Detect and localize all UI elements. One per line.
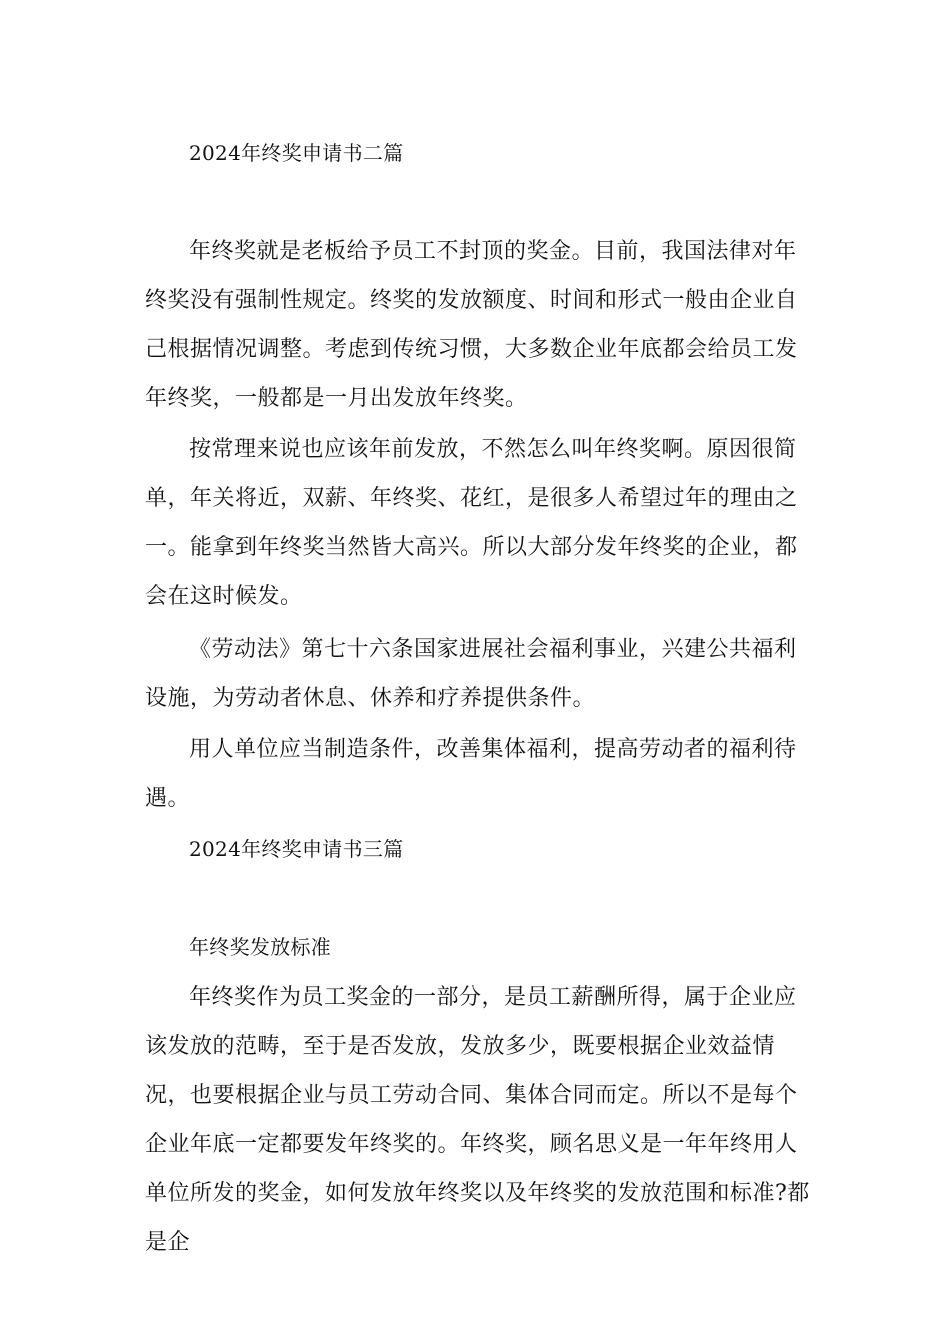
section-heading-two: 2024年终奖申请书二篇 — [189, 141, 404, 165]
paragraph-labor-law: 《劳动法》第七十六条国家进展社会福利事业，兴建公共福利设施，为劳动者休息、休养和疗养提供条件。 — [145, 637, 797, 711]
paragraph-timing-reason: 按常理来说也应该年前发放，不然怎么叫年终奖啊。原因很简单，年关将近，双薪、年终奖、花红，是很多人希望过年的理由之一。能拿到年终奖当然皆大高兴。所以大部分发年终奖的企业，都会在这时候发。 — [145, 437, 798, 609]
paragraph-year-end-bonus-intro: 年终奖就是老板给予员工不封顶的奖金。目前，我国法律对年终奖没有强制性规定。终奖的发放额度、时间和形式一般由企业自己根据情况调整。考虑到传统习惯，大多数企业年底都会给员工发年终奖，一般都是一月出发放年终奖。 — [145, 239, 798, 411]
section-heading-three: 2024年终奖申请书三篇 — [189, 837, 404, 861]
paragraph-bonus-standard: 年终奖作为员工奖金的一部分，是员工薪酬所得，属于企业应该发放的范畴，至于是否发放，发放多少，既要根据企业效益情况，也要根据企业与员工劳动合同、集体合同而定。所以不是每个企业年底一定都要发年终奖的。年终奖，顾名思义是一年年终用人单位所发的奖金，如何发放年终奖以及年终奖的发放范围和标准?都是企 — [145, 985, 810, 1255]
paragraph-employer-duty: 用人单位应当制造条件，改善集体福利，提高劳动者的福利待遇。 — [145, 737, 797, 811]
subheading-bonus-standard: 年终奖发放标准 — [189, 935, 332, 959]
